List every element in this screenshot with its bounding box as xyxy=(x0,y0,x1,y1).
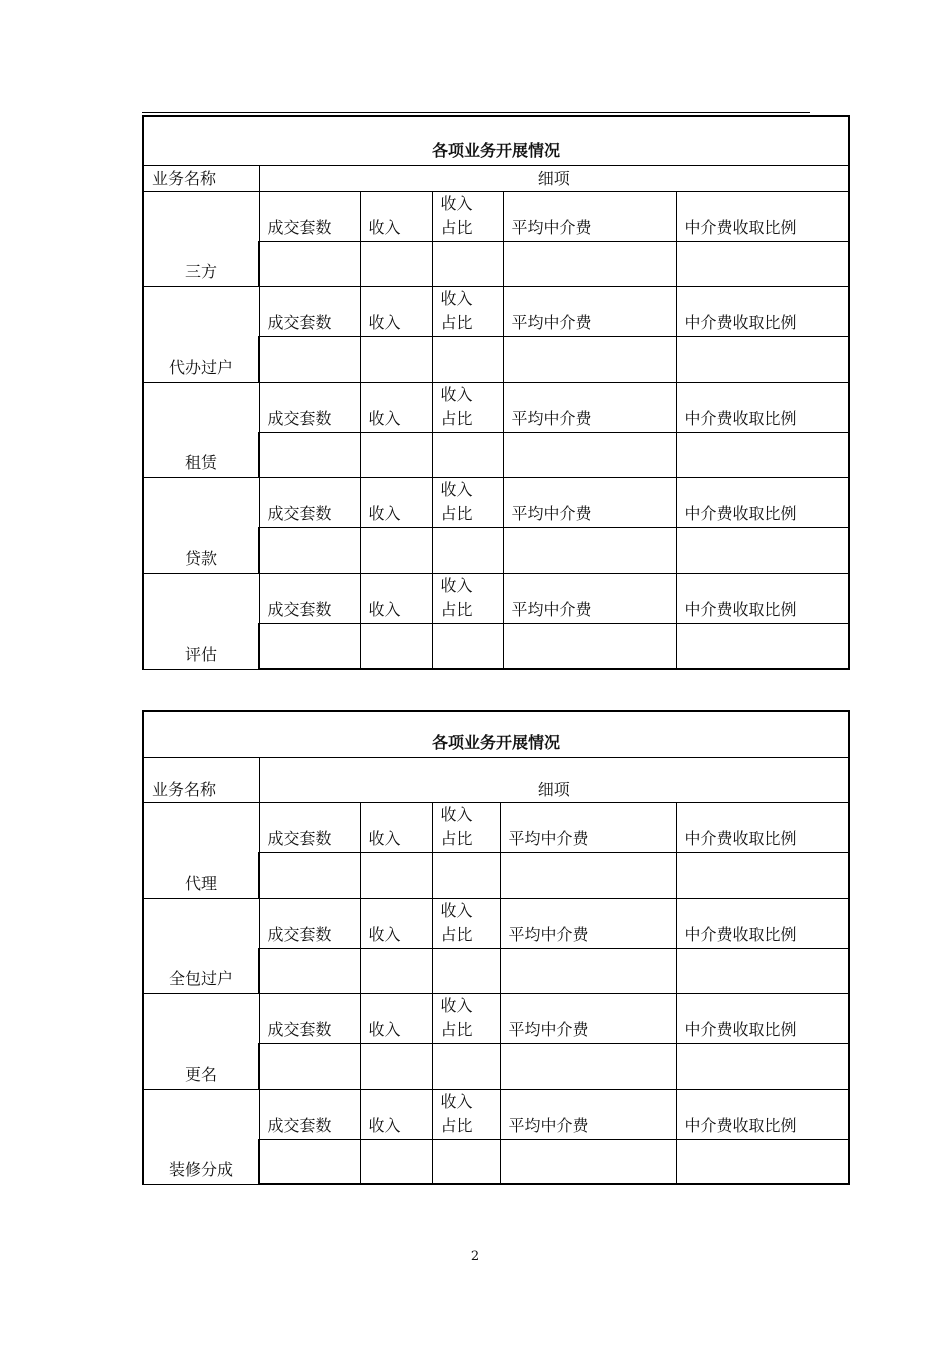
col-deals: 成交套数 xyxy=(259,802,360,852)
input-cell[interactable] xyxy=(360,1043,432,1089)
input-cell[interactable] xyxy=(676,527,849,573)
input-cell[interactable] xyxy=(259,241,360,286)
col-income: 收入 xyxy=(360,286,432,336)
income-share-label-1: 收入 xyxy=(440,384,473,404)
input-cell[interactable] xyxy=(360,1139,432,1184)
input-cell[interactable] xyxy=(432,527,503,573)
income-share-label-1: 收入 xyxy=(440,1091,473,1111)
col-fee-rate: 中介费收取比例 xyxy=(676,573,849,623)
business-name-cell: 代理 xyxy=(143,802,259,898)
input-cell[interactable] xyxy=(503,623,676,669)
income-share-label-2: 占比 xyxy=(440,924,473,944)
input-cell[interactable] xyxy=(676,241,849,286)
input-cell[interactable] xyxy=(259,1139,360,1184)
input-cell[interactable] xyxy=(432,623,503,669)
business-table-1 xyxy=(142,115,850,670)
col-avg-fee: 平均中介费 xyxy=(503,286,676,336)
income-share-label-1: 收入 xyxy=(440,900,473,920)
income-share-label-2: 占比 xyxy=(440,1019,473,1039)
input-cell[interactable] xyxy=(676,1139,849,1184)
col-income: 收入 xyxy=(360,573,432,623)
income-share-label-2: 占比 xyxy=(440,828,473,848)
business-name-cell: 贷款 xyxy=(143,477,259,573)
income-share-label-1: 收入 xyxy=(440,995,473,1015)
income-share-label-2: 占比 xyxy=(440,217,473,237)
input-cell[interactable] xyxy=(259,336,360,382)
input-cell[interactable] xyxy=(259,948,360,993)
input-cell[interactable] xyxy=(259,527,360,573)
input-cell[interactable] xyxy=(360,241,432,286)
input-cell[interactable] xyxy=(360,527,432,573)
col-income: 收入 xyxy=(360,1089,432,1139)
header-rule xyxy=(142,112,810,113)
input-cell[interactable] xyxy=(432,432,503,477)
income-share-label-1: 收入 xyxy=(440,575,473,595)
input-cell[interactable] xyxy=(360,948,432,993)
col-avg-fee: 平均中介费 xyxy=(500,898,676,948)
input-cell[interactable] xyxy=(503,241,676,286)
col-fee-rate: 中介费收取比例 xyxy=(676,993,849,1043)
input-cell[interactable] xyxy=(432,948,500,993)
business-name-cell: 更名 xyxy=(143,993,259,1089)
col-income-share xyxy=(432,191,503,241)
business-name-cell: 租赁 xyxy=(143,382,259,477)
col-deals: 成交套数 xyxy=(259,191,360,241)
income-share-label-2: 占比 xyxy=(440,1115,473,1135)
col-income-share xyxy=(432,898,500,948)
col-fee-rate: 中介费收取比例 xyxy=(676,382,849,432)
input-cell[interactable] xyxy=(360,336,432,382)
col-income-share xyxy=(432,477,503,527)
business-name-cell: 三方 xyxy=(143,191,259,286)
input-cell[interactable] xyxy=(676,432,849,477)
input-cell[interactable] xyxy=(676,623,849,669)
col-fee-rate: 中介费收取比例 xyxy=(676,286,849,336)
col-deals: 成交套数 xyxy=(259,573,360,623)
input-cell[interactable] xyxy=(259,1043,360,1089)
col-income-share xyxy=(432,1089,500,1139)
input-cell[interactable] xyxy=(432,336,503,382)
col-income-share xyxy=(432,382,503,432)
col-income-share xyxy=(432,802,500,852)
input-cell[interactable] xyxy=(259,432,360,477)
detail-header: 细项 xyxy=(259,165,849,191)
col-avg-fee: 平均中介费 xyxy=(500,802,676,852)
col-avg-fee: 平均中介费 xyxy=(500,1089,676,1139)
col-income-share xyxy=(432,286,503,336)
col-avg-fee: 平均中介费 xyxy=(503,477,676,527)
business-name-header: 业务名称 xyxy=(143,757,259,802)
col-income: 收入 xyxy=(360,477,432,527)
col-deals: 成交套数 xyxy=(259,382,360,432)
col-fee-rate: 中介费收取比例 xyxy=(676,898,849,948)
income-share-label-1: 收入 xyxy=(440,804,473,824)
col-income-share xyxy=(432,993,500,1043)
col-fee-rate: 中介费收取比例 xyxy=(676,191,849,241)
input-cell[interactable] xyxy=(500,1043,676,1089)
table-title: 各项业务开展情况 xyxy=(143,116,849,165)
business-table-2 xyxy=(142,710,850,1185)
input-cell[interactable] xyxy=(676,336,849,382)
business-name-cell: 代办过户 xyxy=(143,286,259,382)
page-number: 2 xyxy=(470,1249,480,1264)
income-share-label-1: 收入 xyxy=(440,288,473,308)
input-cell[interactable] xyxy=(259,623,360,669)
income-share-label-2: 占比 xyxy=(440,599,473,619)
input-cell[interactable] xyxy=(360,852,432,898)
input-cell[interactable] xyxy=(676,852,849,898)
col-income: 收入 xyxy=(360,898,432,948)
input-cell[interactable] xyxy=(503,432,676,477)
income-share-label-2: 占比 xyxy=(440,312,473,332)
input-cell[interactable] xyxy=(676,948,849,993)
input-cell[interactable] xyxy=(500,948,676,993)
business-name-cell: 评估 xyxy=(143,573,259,669)
business-name-cell: 装修分成 xyxy=(143,1089,259,1184)
input-cell[interactable] xyxy=(503,527,676,573)
income-share-label-1: 收入 xyxy=(440,479,473,499)
col-deals: 成交套数 xyxy=(259,1089,360,1139)
input-cell[interactable] xyxy=(432,1139,500,1184)
input-cell[interactable] xyxy=(259,852,360,898)
col-avg-fee: 平均中介费 xyxy=(500,993,676,1043)
business-name-header: 业务名称 xyxy=(143,165,259,191)
col-avg-fee: 平均中介费 xyxy=(503,191,676,241)
col-deals: 成交套数 xyxy=(259,286,360,336)
col-income: 收入 xyxy=(360,802,432,852)
col-fee-rate: 中介费收取比例 xyxy=(676,477,849,527)
input-cell[interactable] xyxy=(500,852,676,898)
col-income: 收入 xyxy=(360,191,432,241)
detail-header: 细项 xyxy=(259,757,849,802)
col-fee-rate: 中介费收取比例 xyxy=(676,1089,849,1139)
col-avg-fee: 平均中介费 xyxy=(503,382,676,432)
col-deals: 成交套数 xyxy=(259,993,360,1043)
col-income-share xyxy=(432,573,503,623)
input-cell[interactable] xyxy=(676,1043,849,1089)
col-avg-fee: 平均中介费 xyxy=(503,573,676,623)
input-cell[interactable] xyxy=(500,1139,676,1184)
col-deals: 成交套数 xyxy=(259,898,360,948)
income-share-label-2: 占比 xyxy=(440,408,473,428)
col-deals: 成交套数 xyxy=(259,477,360,527)
input-cell[interactable] xyxy=(432,852,500,898)
input-cell[interactable] xyxy=(503,336,676,382)
input-cell[interactable] xyxy=(360,432,432,477)
income-share-label-1: 收入 xyxy=(440,193,473,213)
input-cell[interactable] xyxy=(360,623,432,669)
input-cell[interactable] xyxy=(432,241,503,286)
col-income: 收入 xyxy=(360,993,432,1043)
business-name-cell: 全包过户 xyxy=(143,898,259,993)
table-title: 各项业务开展情况 xyxy=(143,711,849,757)
col-income: 收入 xyxy=(360,382,432,432)
col-fee-rate: 中介费收取比例 xyxy=(676,802,849,852)
input-cell[interactable] xyxy=(432,1043,500,1089)
income-share-label-2: 占比 xyxy=(440,503,473,523)
